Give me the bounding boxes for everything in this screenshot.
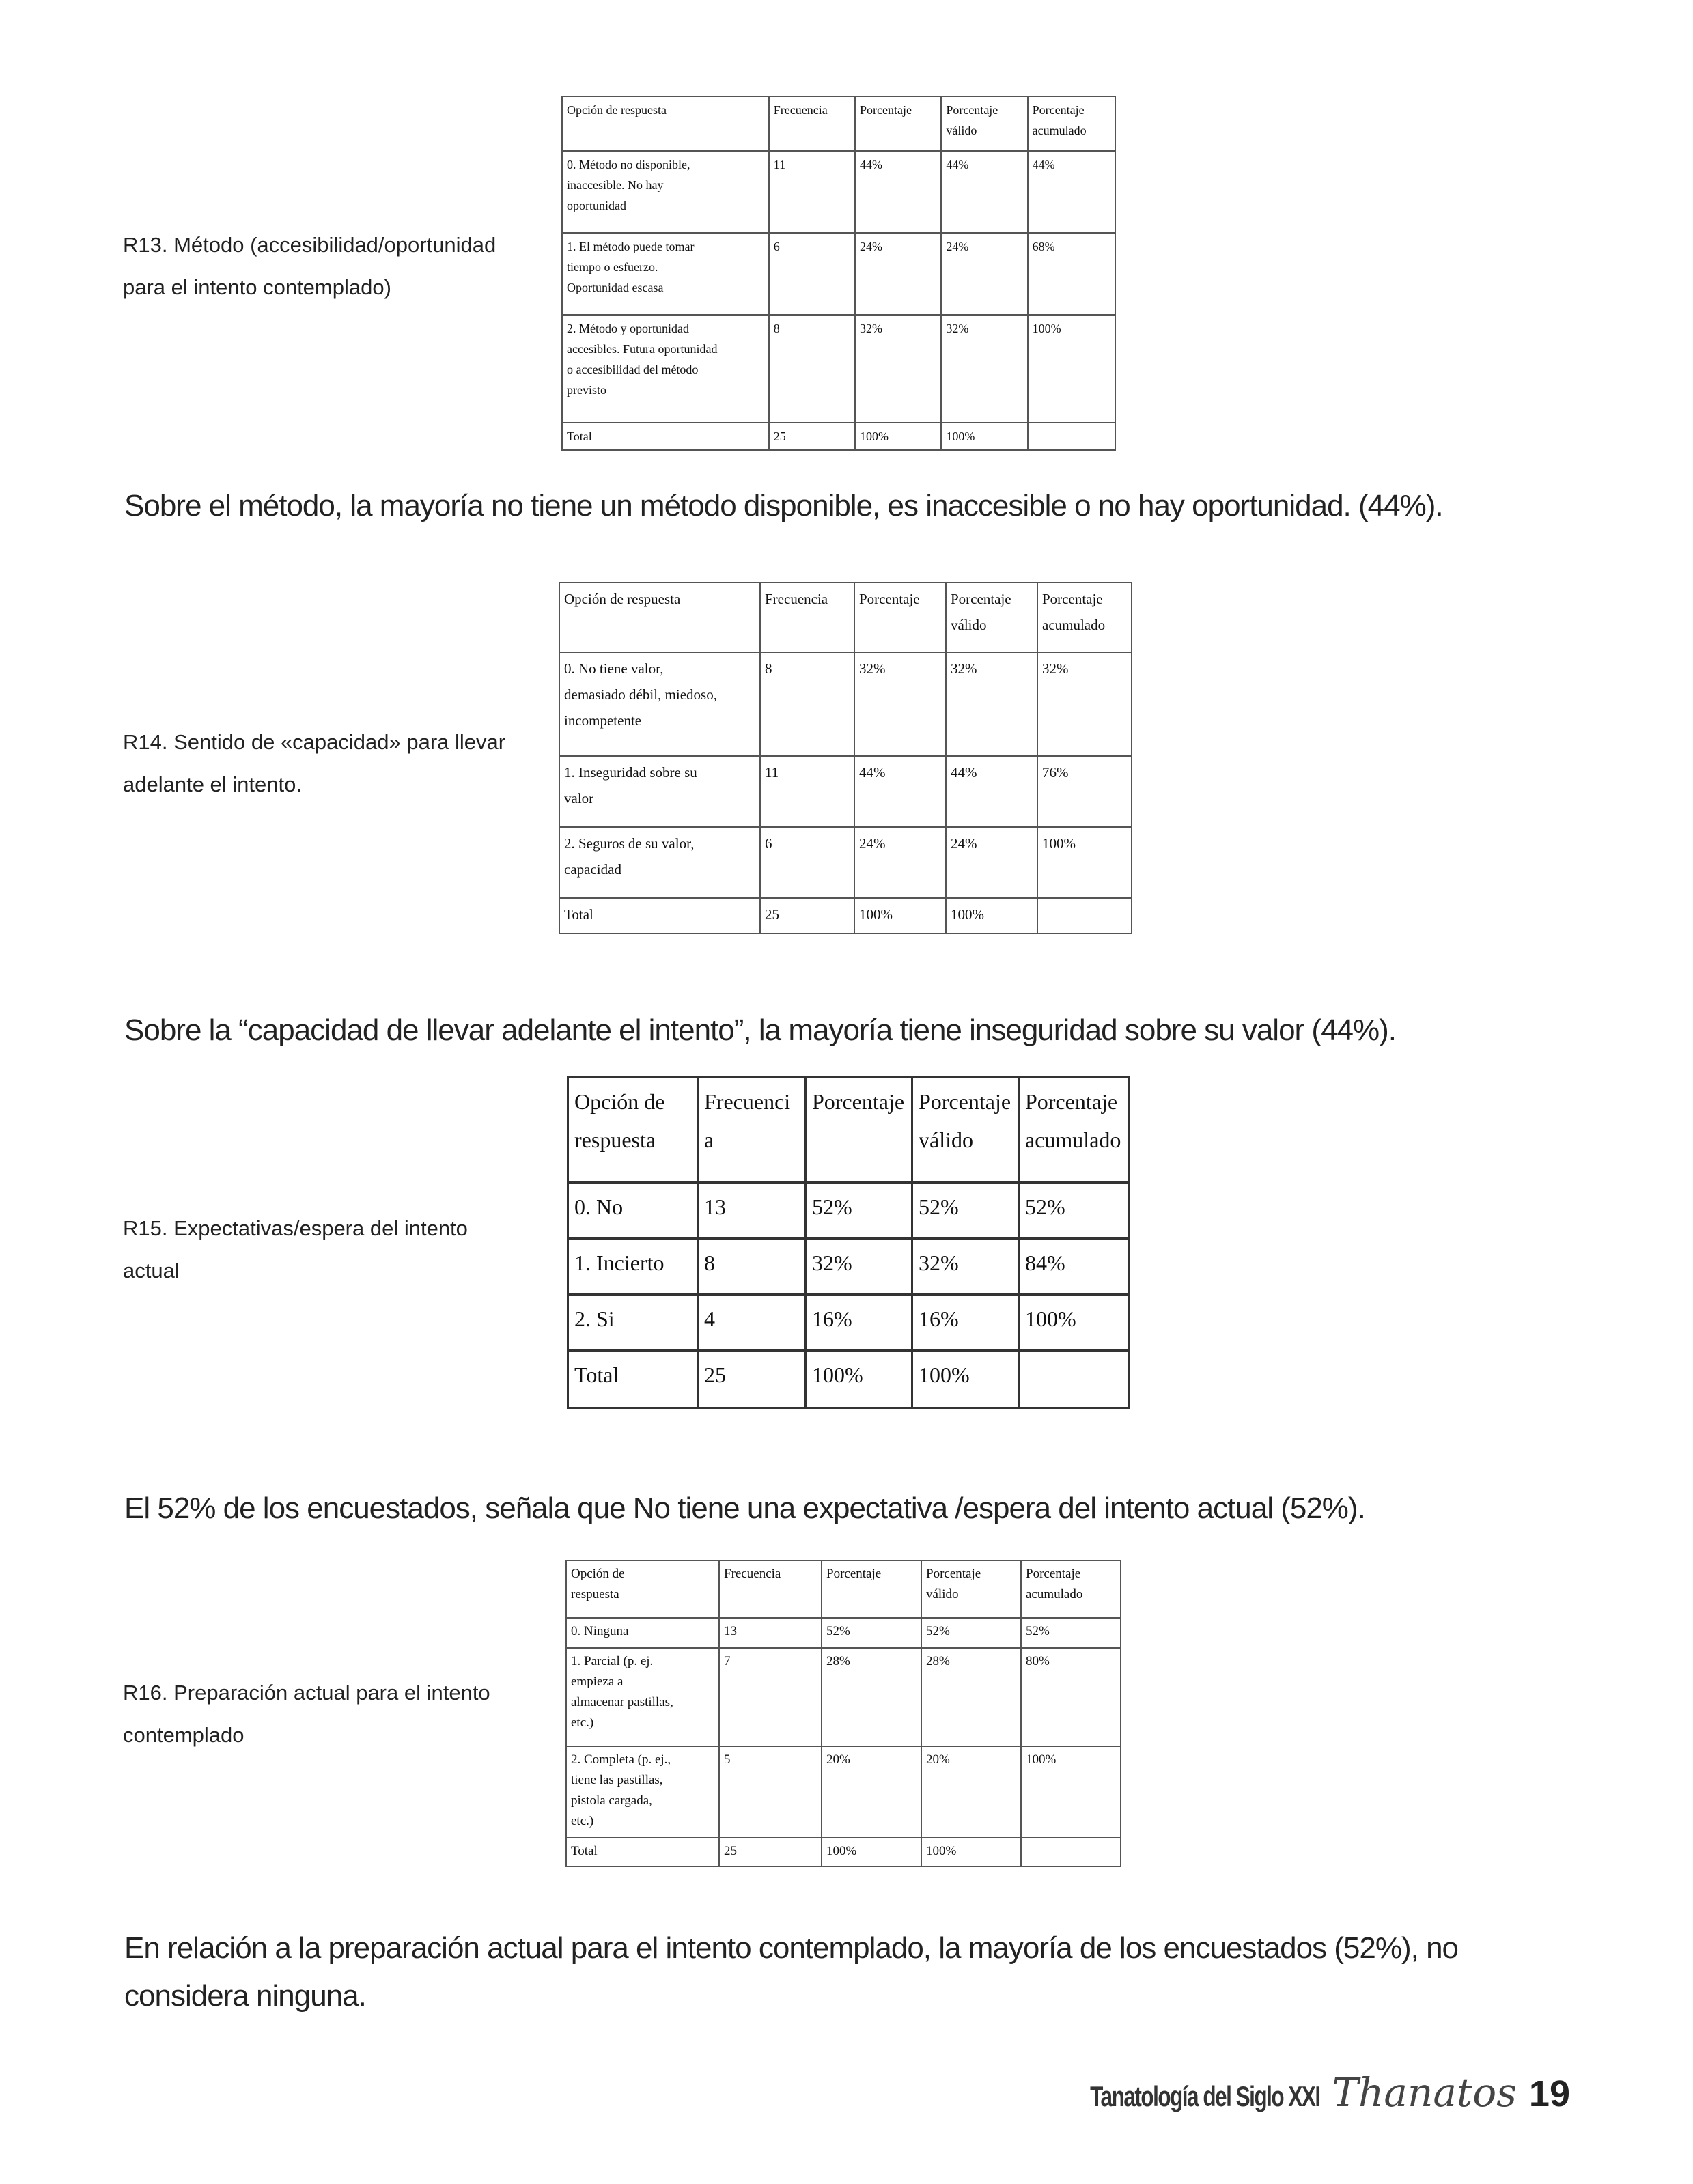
option-text: 2. Seguros de su valor,: [564, 835, 695, 852]
column-header: [1028, 96, 1115, 151]
value-cell: 100%: [806, 1351, 912, 1408]
column-header: [1037, 583, 1132, 652]
table-header-row: [562, 96, 1115, 151]
table-row: [559, 652, 1132, 756]
r15-table: [567, 1076, 1130, 1409]
r15-label: [123, 1207, 546, 1292]
header-text: Porcentaje: [1025, 1089, 1118, 1114]
value-cell: 24%: [855, 233, 941, 315]
value-cell: 32%: [806, 1239, 912, 1295]
option-text: previsto: [567, 383, 606, 397]
value-cell: 25: [698, 1351, 806, 1408]
value-cell: 32%: [855, 315, 941, 423]
header-text: acumulado: [1025, 1128, 1121, 1152]
value-cell: 24%: [946, 827, 1037, 898]
value-cell: 8: [760, 652, 854, 756]
table-row: [562, 315, 1115, 423]
header-text: Porcentaje: [919, 1089, 1011, 1114]
table-row: [562, 233, 1115, 315]
header-text: Opción de respuesta: [564, 591, 681, 607]
header-text: Porcentaje: [1026, 1567, 1081, 1581]
value-cell: 100%: [921, 1838, 1021, 1866]
column-header: [760, 583, 854, 652]
header-text: respuesta: [574, 1128, 656, 1152]
option-text: accesibles. Futura oportunidad: [567, 342, 718, 356]
table-row: [559, 756, 1132, 827]
option-text: etc.): [571, 1814, 594, 1828]
option-text: etc.): [571, 1716, 594, 1730]
column-header: [1019, 1078, 1130, 1183]
r16-label-line: R16. Preparación actual para el intento: [123, 1681, 490, 1705]
value-cell: 32%: [854, 652, 946, 756]
r14-table: [559, 582, 1132, 934]
column-header: [855, 96, 941, 151]
header-text: Porcentaje: [859, 591, 920, 607]
option-text: Total: [571, 1844, 598, 1858]
page-number: 19: [1528, 2073, 1570, 2114]
value-cell: 8: [698, 1239, 806, 1295]
value-cell: 11: [760, 756, 854, 827]
value-cell: 52%: [1021, 1618, 1121, 1648]
column-header: [912, 1078, 1019, 1183]
page-footer: [1013, 2069, 1570, 2124]
value-cell: 7: [719, 1648, 822, 1746]
option-text: tiempo o esfuerzo.: [567, 260, 658, 274]
header-text: Opción de: [574, 1089, 665, 1114]
option-text: empieza a: [571, 1675, 624, 1689]
option-cell: [566, 1648, 719, 1746]
table-header-row: [566, 1560, 1121, 1618]
header-text: Frecuencia: [704, 1089, 791, 1152]
option-cell: [562, 233, 769, 315]
value-cell: 13: [698, 1183, 806, 1239]
value-cell: 16%: [912, 1295, 1019, 1351]
table-header-row: [559, 583, 1132, 652]
header-text: Frecuencia: [773, 103, 828, 117]
value-cell: 25: [760, 898, 854, 934]
option-text: oportunidad: [567, 199, 626, 212]
r15-label-line: R15. Expectativas/espera del intento: [123, 1216, 468, 1240]
option-text: 0. Método no disponible,: [567, 158, 690, 171]
r16-table: [565, 1560, 1121, 1867]
header-text: Porcentaje: [946, 103, 998, 117]
value-cell: 100%: [912, 1351, 1019, 1408]
value-cell: 32%: [1037, 652, 1132, 756]
value-cell: [1028, 423, 1115, 450]
column-header: [921, 1560, 1021, 1618]
option-text: almacenar pastillas,: [571, 1695, 673, 1709]
column-header: [719, 1560, 822, 1618]
column-header: [1021, 1560, 1121, 1618]
header-text: Frecuencia: [724, 1567, 781, 1581]
option-cell: [559, 898, 760, 934]
table-row: [562, 423, 1115, 450]
value-cell: 52%: [1019, 1183, 1130, 1239]
column-header: [698, 1078, 806, 1183]
option-text: 2. Si: [574, 1306, 615, 1331]
option-text: Total: [574, 1362, 619, 1387]
option-text: 1. El método puede tomar: [567, 240, 695, 253]
value-cell: 16%: [806, 1295, 912, 1351]
r13-label-line: para el intento contemplado): [123, 275, 391, 299]
value-cell: 28%: [822, 1648, 921, 1746]
value-cell: 20%: [921, 1746, 1021, 1838]
value-cell: 100%: [855, 423, 941, 450]
value-cell: 44%: [854, 756, 946, 827]
option-cell: [566, 1618, 719, 1648]
column-header: [822, 1560, 921, 1618]
r13-label-line: R13. Método (accesibilidad/oportunidad: [123, 233, 496, 257]
value-cell: 44%: [1028, 151, 1115, 233]
option-cell: [568, 1239, 698, 1295]
value-cell: 6: [760, 827, 854, 898]
option-cell: [568, 1295, 698, 1351]
value-cell: 76%: [1037, 756, 1132, 827]
r14-label-line: R14. Sentido de «capacidad» para llevar: [123, 730, 506, 754]
value-cell: 100%: [854, 898, 946, 934]
option-text: tiene las pastillas,: [571, 1773, 663, 1787]
option-cell: [568, 1183, 698, 1239]
value-cell: 25: [769, 423, 855, 450]
column-header: [941, 96, 1027, 151]
option-cell: [562, 423, 769, 450]
header-text: Frecuencia: [765, 591, 828, 607]
option-text: 0. No: [574, 1194, 624, 1219]
header-text: válido: [919, 1128, 973, 1152]
header-text: Porcentaje: [1032, 103, 1085, 117]
r13-label: [123, 224, 546, 309]
column-header: [566, 1560, 719, 1618]
option-text: 1. Incierto: [574, 1250, 664, 1275]
option-text: Total: [567, 430, 592, 443]
value-cell: 32%: [941, 315, 1027, 423]
r13-paragraph: Sobre el método, la mayoría no tiene un método disponible, es inaccesible o no hay oportunidad. (44%).: [124, 489, 1443, 522]
value-cell: 100%: [1019, 1295, 1130, 1351]
value-cell: 4: [698, 1295, 806, 1351]
value-cell: 80%: [1021, 1648, 1121, 1746]
table-row: [559, 827, 1132, 898]
option-text: capacidad: [564, 861, 621, 878]
option-text: inaccesible. No hay: [567, 178, 664, 192]
value-cell: 100%: [941, 423, 1027, 450]
value-cell: 13: [719, 1618, 822, 1648]
value-cell: 100%: [1037, 827, 1132, 898]
value-cell: 68%: [1028, 233, 1115, 315]
value-cell: 11: [769, 151, 855, 233]
column-header: [806, 1078, 912, 1183]
table-row: [568, 1351, 1130, 1408]
table-row: [568, 1183, 1130, 1239]
header-text: válido: [951, 617, 987, 633]
header-text: Porcentaje: [812, 1089, 905, 1114]
value-cell: 44%: [946, 756, 1037, 827]
header-text: Porcentaje: [1042, 591, 1103, 607]
value-cell: 32%: [946, 652, 1037, 756]
value-cell: 5: [719, 1746, 822, 1838]
value-cell: 100%: [822, 1838, 921, 1866]
table-row: [568, 1239, 1130, 1295]
value-cell: 24%: [854, 827, 946, 898]
table-row: [566, 1838, 1121, 1866]
option-cell: [566, 1746, 719, 1838]
value-cell: 52%: [822, 1618, 921, 1648]
table-row: [559, 898, 1132, 934]
column-header: [854, 583, 946, 652]
value-cell: 28%: [921, 1648, 1021, 1746]
option-cell: [568, 1351, 698, 1408]
value-cell: 20%: [822, 1746, 921, 1838]
option-cell: [562, 315, 769, 423]
r16-paragraph-line: considera ninguna.: [124, 1979, 366, 2013]
table-header-row: [568, 1078, 1130, 1183]
option-cell: [559, 652, 760, 756]
table-row: [566, 1648, 1121, 1746]
value-cell: 6: [769, 233, 855, 315]
magazine-name: Tanatología del Siglo XXI: [1089, 2080, 1320, 2112]
option-text: demasiado débil, miedoso,: [564, 686, 717, 703]
header-text: Porcentaje: [926, 1567, 981, 1581]
r14-paragraph: Sobre la “capacidad de llevar adelante el intento”, la mayoría tiene inseguridad sobre su valor (44%).: [124, 1013, 1397, 1047]
option-cell: [559, 827, 760, 898]
option-cell: [559, 756, 760, 827]
value-cell: 100%: [1028, 315, 1115, 423]
r15-label-line: actual: [123, 1259, 180, 1283]
header-text: Porcentaje: [951, 591, 1011, 607]
r16-paragraph: [124, 1924, 1593, 2020]
column-header: [568, 1078, 698, 1183]
header-text: acumulado: [1032, 124, 1087, 137]
option-text: 2. Método y oportunidad: [567, 322, 689, 335]
value-cell: 25: [719, 1838, 822, 1866]
value-cell: 52%: [921, 1618, 1021, 1648]
brand-wordmark: Thanatos: [1332, 2069, 1517, 2116]
column-header: [562, 96, 769, 151]
option-text: Total: [564, 906, 593, 923]
header-text: Porcentaje: [860, 103, 912, 117]
r15-paragraph: El 52% de los encuestados, señala que No tiene una expectativa /espera del intento actual (52%).: [124, 1492, 1365, 1525]
value-cell: [1021, 1838, 1121, 1866]
value-cell: 100%: [946, 898, 1037, 934]
value-cell: 52%: [806, 1183, 912, 1239]
r16-label-line: contemplado: [123, 1723, 244, 1747]
option-text: 0. No tiene valor,: [564, 660, 664, 677]
option-text: 1. Inseguridad sobre su: [564, 764, 697, 781]
option-text: Oportunidad escasa: [567, 281, 664, 294]
option-text: valor: [564, 790, 594, 807]
column-header: [769, 96, 855, 151]
value-cell: 8: [769, 315, 855, 423]
value-cell: 100%: [1021, 1746, 1121, 1838]
value-cell: 24%: [941, 233, 1027, 315]
value-cell: [1037, 898, 1132, 934]
header-text: Opción de respuesta: [567, 103, 667, 117]
option-text: incompetente: [564, 712, 642, 729]
header-text: Porcentaje: [826, 1567, 882, 1581]
value-cell: 32%: [912, 1239, 1019, 1295]
header-text: Opción de: [571, 1567, 625, 1581]
header-text: válido: [926, 1587, 959, 1601]
option-text: o accesibilidad del método: [567, 363, 699, 376]
value-cell: 44%: [855, 151, 941, 233]
value-cell: 84%: [1019, 1239, 1130, 1295]
value-cell: 44%: [941, 151, 1027, 233]
r14-label: [123, 721, 546, 806]
r16-paragraph-line: En relación a la preparación actual para el intento contemplado, la mayoría de los encuestados (52%), no: [124, 1931, 1459, 1965]
option-cell: [566, 1838, 719, 1866]
table-row: [562, 151, 1115, 233]
option-text: 1. Parcial (p. ej.: [571, 1654, 654, 1668]
table-row: [566, 1618, 1121, 1648]
option-text: 0. Ninguna: [571, 1624, 629, 1638]
value-cell: 52%: [912, 1183, 1019, 1239]
value-cell: [1019, 1351, 1130, 1408]
header-text: acumulado: [1042, 617, 1106, 633]
option-text: 2. Completa (p. ej.,: [571, 1752, 671, 1767]
header-text: acumulado: [1026, 1587, 1083, 1601]
column-header: [946, 583, 1037, 652]
r14-label-line: adelante el intento.: [123, 772, 302, 796]
r13-table: [561, 96, 1116, 451]
table-row: [568, 1295, 1130, 1351]
header-text: válido: [946, 124, 977, 137]
option-text: pistola cargada,: [571, 1793, 652, 1808]
r16-label: [123, 1672, 546, 1756]
table-row: [566, 1746, 1121, 1838]
option-cell: [562, 151, 769, 233]
column-header: [559, 583, 760, 652]
header-text: respuesta: [571, 1587, 619, 1601]
